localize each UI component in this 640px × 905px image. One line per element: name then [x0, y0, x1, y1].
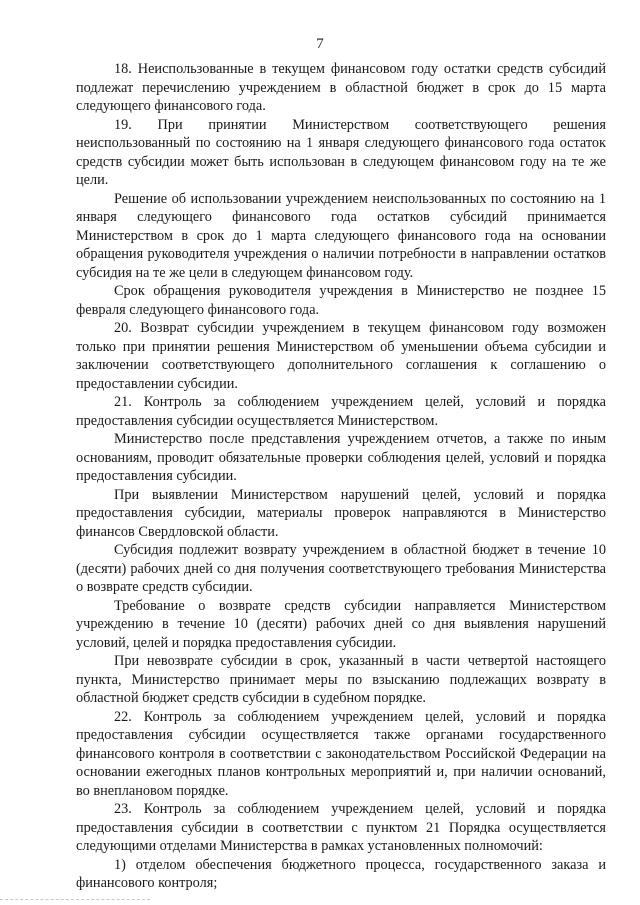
- paragraph-21-refund: Субсидия подлежит возврату учреждением в областной бюджет в течение 10 (десяти) рабочих дней со дня получения соответствующего требования Министерства о возврате средств субсидии.: [76, 542, 606, 595]
- paragraph-22: 22. Контроль за соблюдением учреждением целей, условий и порядка предоставления субсидии осуществляется также органами государственного финансового контроля в соответствии с законодательством Российской Федерации на основании ежегодных планов контрольных мероприятий и, при наличии оснований, во внеплановом порядке.: [76, 708, 606, 799]
- paragraph-19-deadline: Срок обращения руководителя учреждения в Министерство не позднее 15 февраля следующего финансового года.: [76, 283, 606, 318]
- paragraph-21-demand: Требование о возврате средств субсидии направляется Министерством учреждению в течение 10 (десяти) рабочих дней со дня выявления нарушений условий, целей и порядка предоставления субсидии.: [76, 597, 606, 651]
- document-body: [76, 60, 606, 893]
- page-number: 7: [316, 36, 324, 52]
- paragraph-20: 20. Возврат субсидии учреждением в текущем финансовом году возможен только при принятии решения Министерством об уменьшении объема субсидии и заключении соответствующего дополнительного соглашения к соглашению о предоставлении субсидии.: [76, 320, 606, 392]
- paragraph-21-violations: При выявлении Министерством нарушений целей, условий и порядка предоставления субсидии, материалы проверок направляются в Министерство финансов Свердловской области.: [76, 486, 606, 540]
- paragraph-23-item-1: 1) отделом обеспечения бюджетного процесса, государственного заказа и финансового контроля;: [76, 856, 606, 891]
- footer-rule: [0, 899, 150, 900]
- paragraph-23: 23. Контроль за соблюдением учреждением целей, условий и порядка предоставления субсидии в соответствии с пунктом 21 Порядка осуществляется следующими отделами Министерства в рамках установленных полномочий:: [76, 801, 606, 854]
- paragraph-21: 21. Контроль за соблюдением учреждением целей, условий и порядка предоставления субсидии осуществляется Министерством.: [76, 394, 606, 429]
- paragraph-19: 19. При принятии Министерством соответствующего решения неиспользованный по состоянию на 1 января следующего финансового года остаток средств субсидии может быть использован в следующем финансовом году на те же цели.: [76, 116, 606, 188]
- paragraph-21-non-return: При невозврате субсидии в срок, указанный в части четвертой настоящего пункта, Министерство принимает меры по взысканию подлежащих возврату в областной бюджет средств субсидии в судебном порядке.: [76, 653, 606, 706]
- paragraph-19-decision: Решение об использовании учреждением неиспользованных по состоянию на 1 января следующего финансового года остатков субсидий принимается Министерством в срок до 1 марта следующего финансового года на основании обращения руководителя учреждения о наличии потребности в направлении остатков субсидия на те же цели в следующем финансовом году.: [76, 190, 606, 281]
- paragraph-21-checks: Министерство после представления учреждением отчетов, а также по иным основаниям, проводит обязательные проверки соблюдения целей, условий и порядка предоставления субсидии.: [76, 431, 606, 484]
- paragraph-18: 18. Неиспользованные в текущем финансовом году остатки средств субсидий подлежат перечислению учреждением в областной бюджет в срок до 15 марта следующего финансового года.: [76, 61, 606, 114]
